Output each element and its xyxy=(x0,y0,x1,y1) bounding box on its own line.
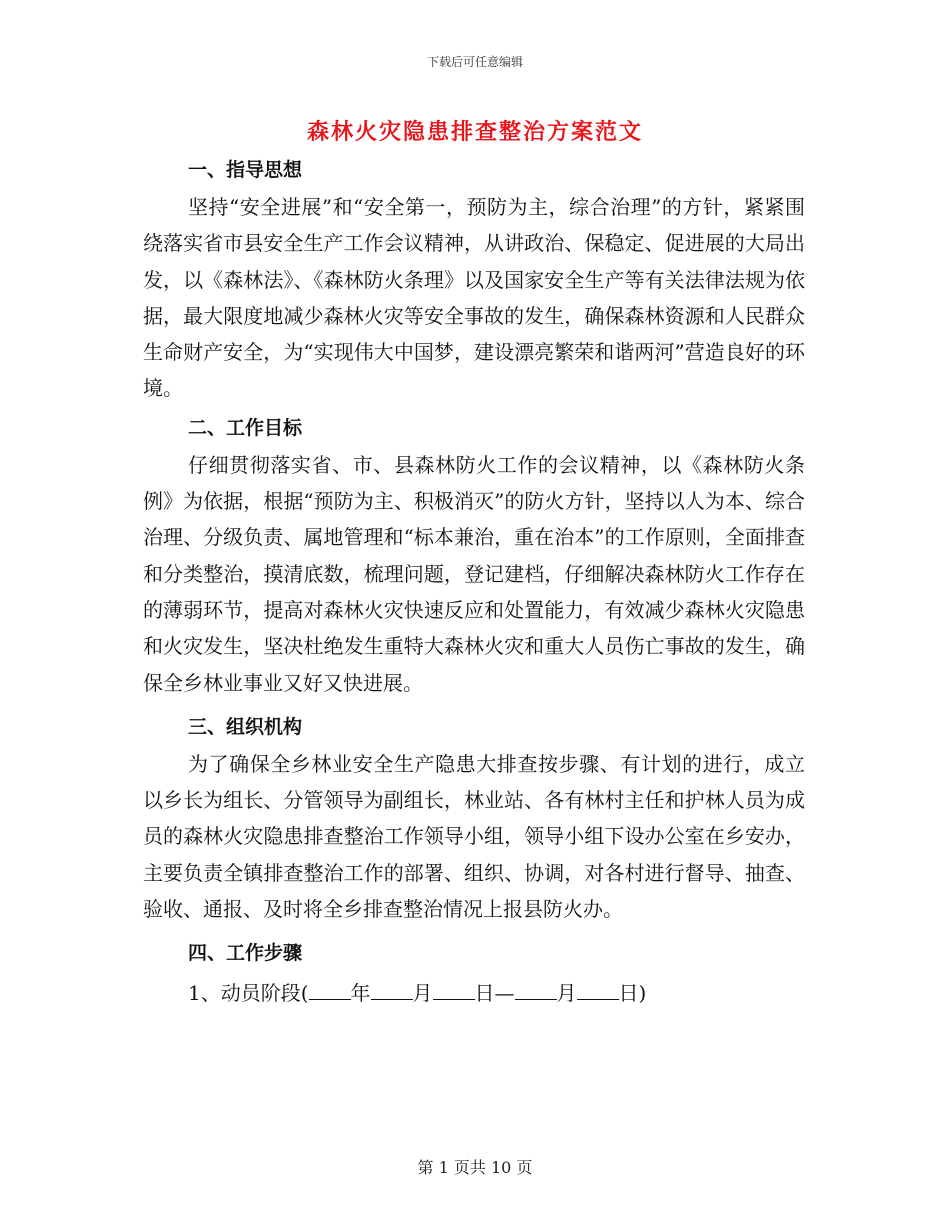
step-day-end-label: 日) xyxy=(618,981,647,1006)
step-month-start-label: 月 xyxy=(412,981,433,1006)
step-month-end-label: 月 xyxy=(556,981,577,1006)
section-heading-guiding-ideology: 一、指导思想 xyxy=(188,159,303,181)
step-label: 1、动员阶段( xyxy=(188,981,309,1006)
blank-day-start xyxy=(433,979,475,1000)
blank-year xyxy=(309,979,351,1000)
page-footer: 第 1 页共 10 页 xyxy=(417,1158,533,1177)
blank-day-end xyxy=(577,979,619,1000)
blank-month-start xyxy=(371,979,413,1000)
section-heading-work-steps: 四、工作步骤 xyxy=(188,942,303,965)
blank-month-end xyxy=(515,979,557,1000)
section-paragraph-work-goals: 仔细贯彻落实省、市、县森林防火工作的会议精神，以《森林防火条例》为依据，根据“预防为主、积极消灭”的防火方针，坚持以人为本、综合治理、分级负责、属地管理和“标本兼治，重在治本”的工作原则，全面排查和分类整治，摸清底数，梳理问题，登记建档，仔细解决森林防火工作存在的薄弱环节，提高对森林火灾快速反应和处置能力，有效减少森林火灾隐患和火灾发生，坚决杜绝发生重特大森林火灾和重大人员伤亡事故的发生，确保全乡林业事业又好又快进展。 xyxy=(143,452,805,695)
step-day-start-label: 日— xyxy=(474,981,515,1006)
section-paragraph-organization: 为了确保全乡林业安全生产隐患大排查按步骤、有计划的进行，成立以乡长为组长、分管领导为副组长，林业站、各有林村主任和护林人员为成员的森林火灾隐患排查整治工作领导小组，领导小组下设办公室在乡安办，主要负责全镇排查整治工作的部署、组织、协调，对各村进行督导、抽查、验收、通报、及时将全乡排查整治情况上报县防火办。 xyxy=(143,751,805,922)
section-heading-work-goals: 二、工作目标 xyxy=(188,416,303,439)
section-paragraph-guiding-ideology: 坚持“安全进展”和“安全第一，预防为主，综合治理”的方针，紧紧围绕落实省市县安全生产工作会议精神，从讲政治、保稳定、促进展的大局出发，以《森林法》、《森林防火条理》以及国家安全生产等有关法律法规为依据，最大限度地减少森林火灾等安全事故的发生，确保森林资源和人民群众生命财产安全，为“实现伟大中国梦，建设漂亮繁荣和谐两河”营造良好的环境。 xyxy=(143,195,805,401)
document-body xyxy=(143,152,805,1012)
section-heading-organization: 三、组织机构 xyxy=(188,715,303,738)
step-year-label: 年 xyxy=(350,981,371,1006)
step-mobilization-phase xyxy=(143,975,805,1012)
document-title: 森林火灾隐患排查整治方案范文 xyxy=(306,119,643,145)
header-note: 下载后可任意编辑 xyxy=(426,55,523,69)
